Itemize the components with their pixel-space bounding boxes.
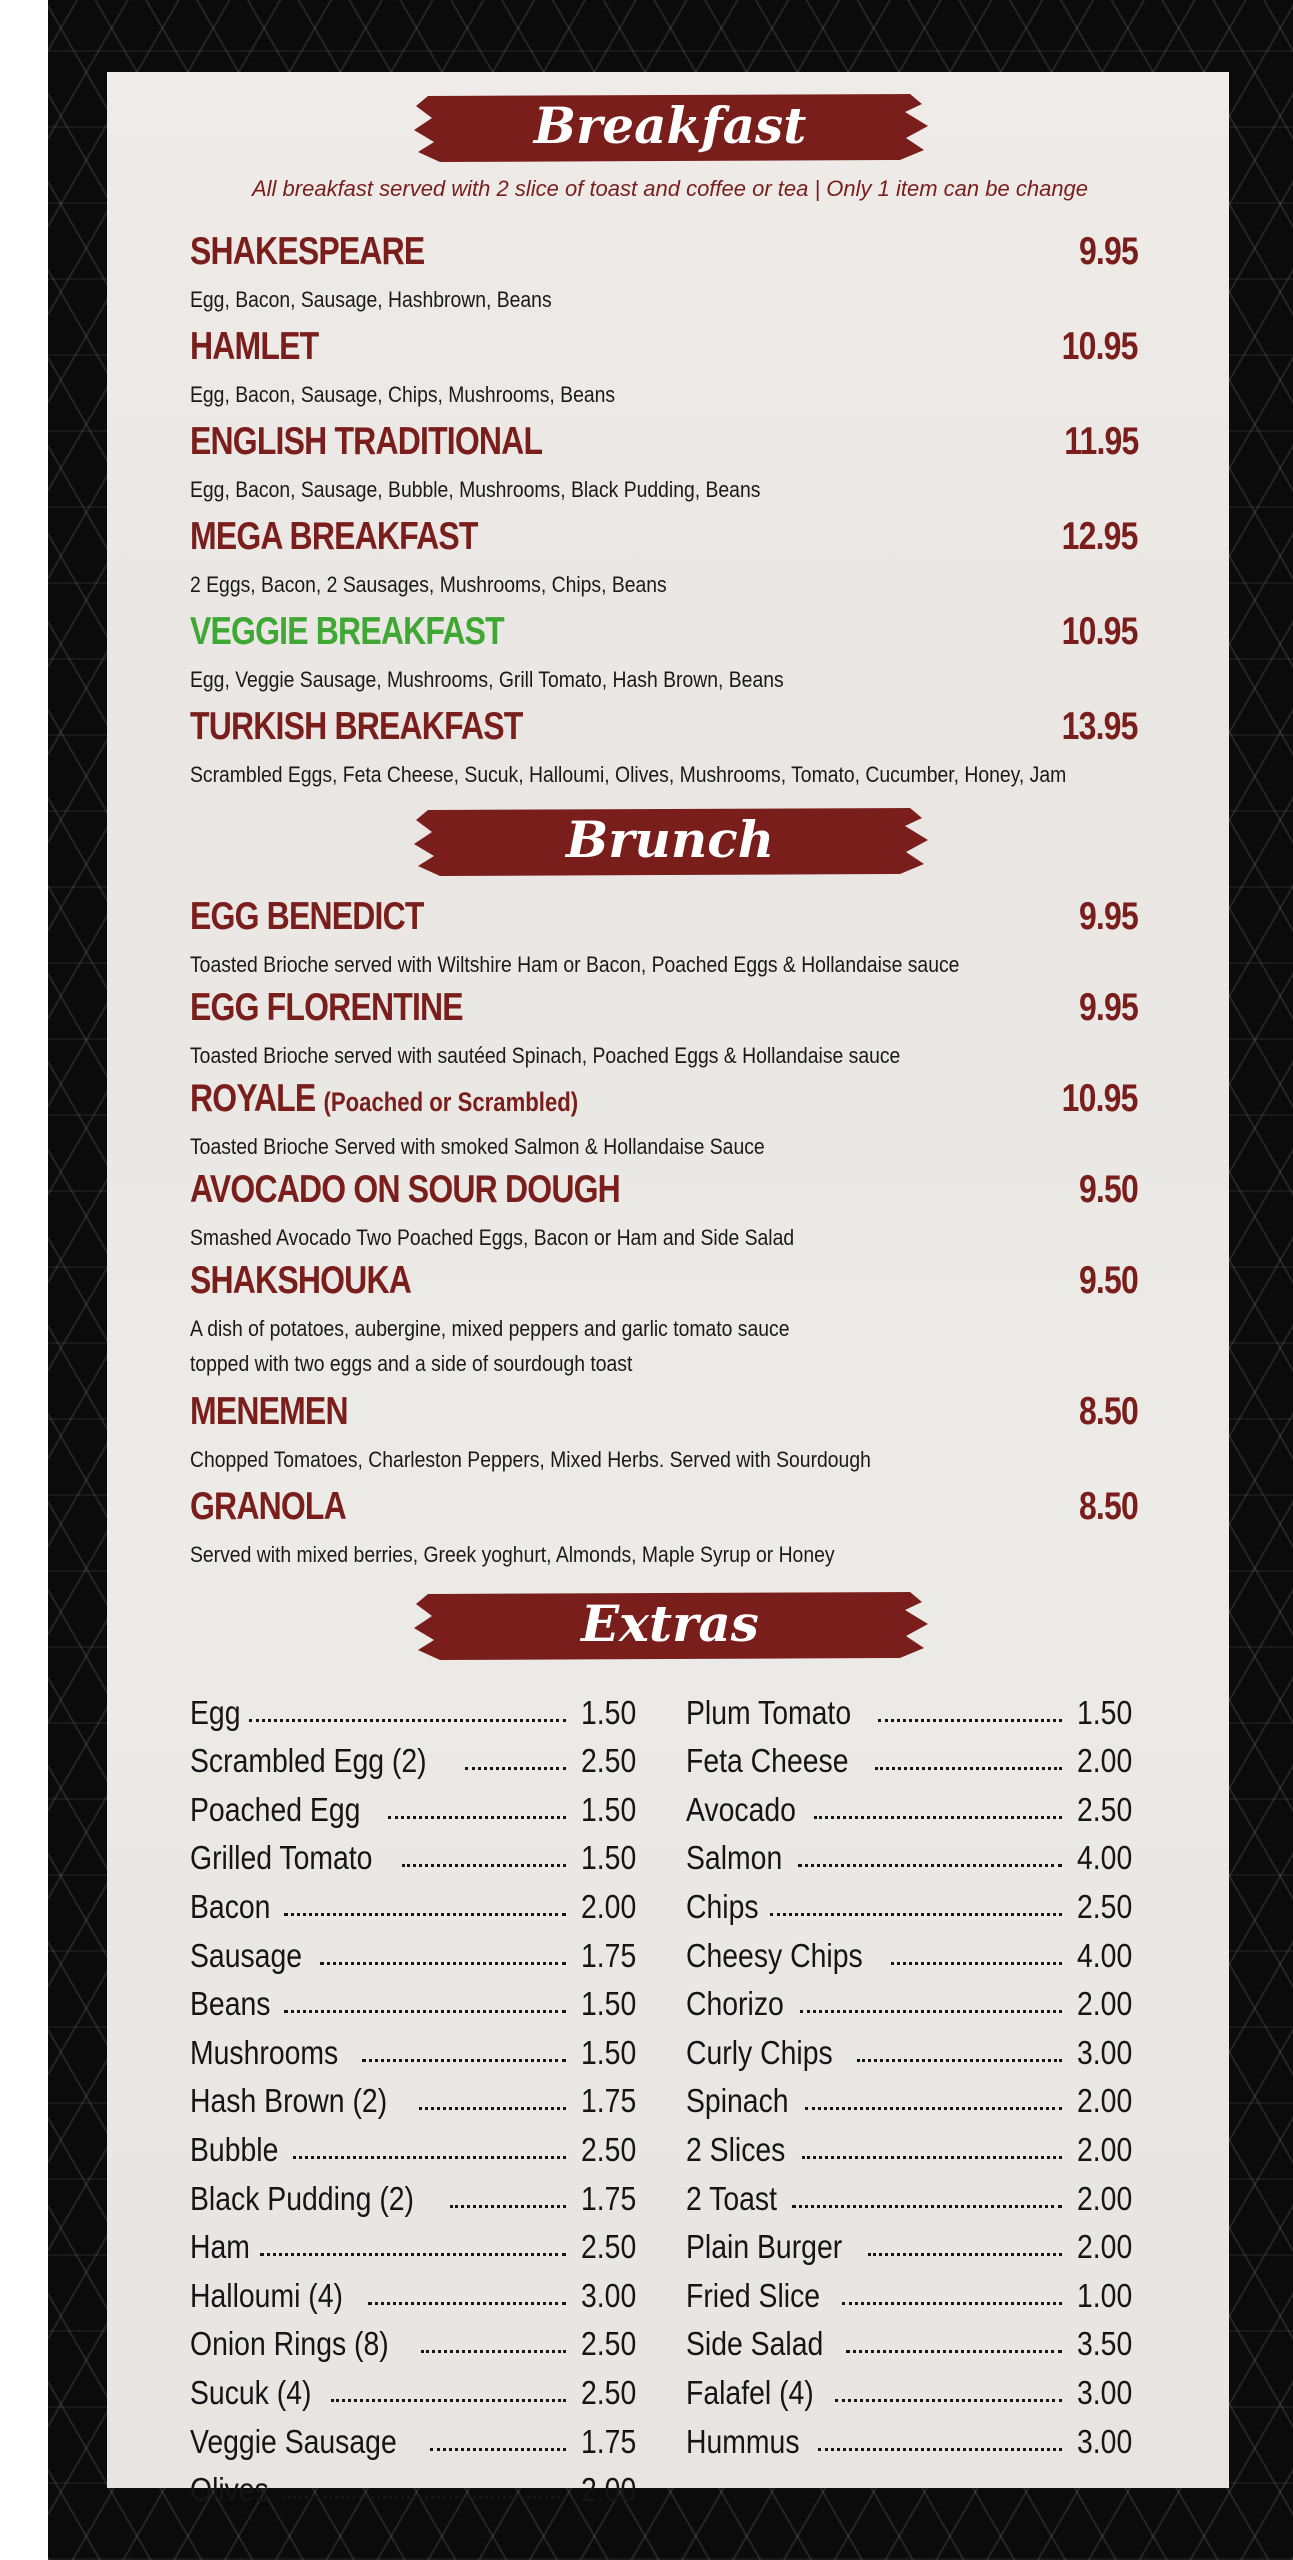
dot-leader: [293, 2156, 566, 2159]
dot-leader: [465, 1767, 566, 1770]
item-description: Toasted Brioche served with Wiltshire Ham or Bacon, Poached Eggs & Hollandaise sauce: [190, 952, 960, 977]
extra-item: [686, 1683, 1132, 1732]
extra-item-name: Sucuk (4): [190, 2373, 312, 2411]
extra-item-price: 2.50: [580, 2228, 636, 2266]
dot-leader: [792, 2205, 1062, 2208]
extra-item-price: 4.00: [1076, 1839, 1132, 1877]
extra-item: [190, 2315, 636, 2364]
dot-leader: [320, 1962, 565, 1965]
dot-leader: [798, 1864, 1062, 1867]
extra-item-name: Fried Slice: [686, 2276, 821, 2314]
item-description: Toasted Brioche Served with smoked Salmon & Hollandaise Sauce: [190, 1134, 765, 1159]
item-name: MENEMEN: [190, 1390, 348, 1433]
extra-item: [190, 2266, 636, 2315]
extra-item-name: Scrambled Egg (2): [190, 1742, 427, 1780]
item-name: HAMLET: [190, 325, 319, 368]
extra-item-name: Bacon: [190, 1887, 271, 1925]
extra-item-name: Hummus: [686, 2422, 800, 2460]
extra-item-price: 2.00: [1076, 2179, 1132, 2217]
extra-item-price: 3.00: [1076, 2373, 1132, 2411]
dot-leader: [284, 1913, 566, 1916]
breakfast-banner: [410, 86, 930, 166]
item-name: ENGLISH TRADITIONAL: [190, 420, 543, 463]
item-price: 9.95: [1079, 986, 1138, 1029]
extra-item-name: Cheesy Chips: [686, 1936, 863, 1974]
item-name: AVOCADO ON SOUR DOUGH: [190, 1168, 620, 1211]
extra-item: [686, 1926, 1132, 1975]
dot-leader: [814, 1816, 1062, 1819]
item-description: A dish of potatoes, aubergine, mixed peppers and garlic tomato sauce: [190, 1316, 790, 1341]
extra-item: [686, 2169, 1132, 2218]
extra-item: [190, 1975, 636, 2024]
extra-item: [190, 1829, 636, 1878]
extra-item-name: Mushrooms: [190, 2033, 339, 2071]
item-price: 10.95: [1062, 325, 1138, 368]
dot-leader: [875, 1767, 1062, 1770]
extra-item-name: Beans: [190, 1985, 271, 2023]
item-description: Toasted Brioche served with sautéed Spinach, Poached Eggs & Hollandaise sauce: [190, 1043, 901, 1068]
extra-item-name: Chips: [686, 1887, 759, 1925]
item-description-line2: topped with two eggs and a side of sourdough toast: [190, 1351, 633, 1376]
extra-item: [190, 1780, 636, 1829]
extra-item: [686, 1975, 1132, 2024]
item-price: 9.95: [1079, 895, 1138, 938]
item-price: 12.95: [1062, 515, 1138, 558]
extra-item-name: Salmon: [686, 1839, 783, 1877]
extra-item-name: Avocado: [686, 1790, 796, 1828]
extra-item: [686, 1780, 1132, 1829]
extra-item-name: Halloumi (4): [190, 2276, 343, 2314]
extra-item-price: 2.50: [580, 2373, 636, 2411]
extra-item-price: 3.50: [1076, 2325, 1132, 2363]
item-price: 13.95: [1062, 705, 1138, 748]
extra-item-price: 1.50: [580, 2033, 636, 2071]
item-price: 9.50: [1079, 1259, 1138, 1302]
dot-leader: [430, 2448, 565, 2451]
extra-item: [686, 2412, 1132, 2461]
item-name: SHAKESPEARE: [190, 230, 425, 273]
extra-item-name: Curly Chips: [686, 2033, 833, 2071]
extra-item-price: 3.00: [580, 2276, 636, 2314]
extra-item-name: Plum Tomato: [686, 1693, 852, 1731]
extra-item-name: 2 Slices: [686, 2130, 786, 2168]
extra-item: [190, 1926, 636, 1975]
dot-leader: [835, 2399, 1062, 2402]
extra-item-price: 2.00: [1076, 1985, 1132, 2023]
item-name: VEGGIE BREAKFAST: [190, 610, 504, 653]
extra-item: [686, 2315, 1132, 2364]
dot-leader: [842, 2302, 1062, 2305]
dot-leader: [846, 2350, 1062, 2353]
dot-leader: [249, 1719, 566, 1722]
item-description: Served with mixed berries, Greek yoghurt, Almonds, Maple Syrup or Honey: [190, 1542, 835, 1567]
brunch-title: Brunch: [565, 810, 775, 869]
extra-item: [190, 2169, 636, 2218]
item-description: Chopped Tomatoes, Charleston Peppers, Mixed Herbs. Served with Sourdough: [190, 1447, 871, 1472]
item-name-option: (Poached or Scrambled): [323, 1087, 579, 1117]
dot-leader: [421, 2350, 566, 2353]
extra-item-price: 1.75: [580, 2179, 636, 2217]
extra-item: [190, 1732, 636, 1781]
extra-item: [190, 1877, 636, 1926]
item-name: EGG BENEDICT: [190, 895, 424, 938]
dot-leader: [891, 1962, 1061, 1965]
item-description: Egg, Bacon, Sausage, Bubble, Mushrooms, Black Pudding, Beans: [190, 477, 761, 502]
extra-item-price: 2.50: [1076, 1790, 1132, 1828]
extra-item: [686, 2072, 1132, 2121]
dot-leader: [857, 2059, 1062, 2062]
dot-leader: [800, 2010, 1062, 2013]
item-description: Egg, Bacon, Sausage, Hashbrown, Beans: [190, 287, 552, 312]
item-name: MEGA BREAKFAST: [190, 515, 478, 558]
item-description: 2 Eggs, Bacon, 2 Sausages, Mushrooms, Chips, Beans: [190, 572, 667, 597]
item-price: 9.50: [1079, 1168, 1138, 1211]
item-price: 8.50: [1079, 1485, 1138, 1528]
extra-item-name: Egg: [190, 1693, 241, 1731]
extra-item-name: Grilled Tomato: [190, 1839, 373, 1877]
item-name: [190, 1077, 578, 1121]
extra-item-name: 2 Toast: [686, 2179, 777, 2217]
extra-item-name: Chorizo: [686, 1985, 784, 2023]
item-price: 8.50: [1079, 1390, 1138, 1433]
dot-leader: [802, 2156, 1062, 2159]
extra-item-price: 1.50: [580, 1790, 636, 1828]
item-name: SHAKSHOUKA: [190, 1259, 412, 1302]
dot-leader: [868, 2253, 1062, 2256]
item-price: 10.95: [1062, 1077, 1138, 1120]
extra-item-price: 1.00: [1076, 2276, 1132, 2314]
extra-item: [686, 1732, 1132, 1781]
extra-item: [686, 1829, 1132, 1878]
extra-item: [686, 2266, 1132, 2315]
extra-item-price: 4.00: [1076, 1936, 1132, 1974]
extra-item-name: Ham: [190, 2228, 250, 2266]
brunch-banner: [410, 800, 930, 880]
extra-item-name: Spinach: [686, 2082, 789, 2120]
item-name: EGG FLORENTINE: [190, 986, 463, 1029]
dot-leader: [331, 2399, 566, 2402]
extra-item-price: 2.50: [580, 2130, 636, 2168]
extras-left-column: [190, 1683, 636, 2509]
extra-item-price: 3.00: [1076, 2033, 1132, 2071]
dot-leader: [284, 2010, 566, 2013]
extra-item-price: 2.00: [1076, 2228, 1132, 2266]
dot-leader: [419, 2107, 566, 2110]
dot-leader: [388, 1816, 566, 1819]
dot-leader: [450, 2205, 565, 2208]
extra-item-name: Bubble: [190, 2130, 279, 2168]
extra-item-name: Falafel (4): [686, 2373, 814, 2411]
extra-item-name: Onion Rings (8): [190, 2325, 389, 2363]
extra-item: [686, 2363, 1132, 2412]
extra-item-name: Feta Cheese: [686, 1742, 849, 1780]
extra-item-price: 1.75: [580, 2082, 636, 2120]
dot-leader: [402, 1864, 566, 1867]
dot-leader: [805, 2107, 1062, 2110]
extra-item-price: 2.00: [1076, 2130, 1132, 2168]
extra-item-price: 2.00: [580, 2471, 636, 2509]
dot-leader: [818, 2448, 1062, 2451]
extra-item-name: Hash Brown (2): [190, 2082, 388, 2120]
breakfast-title: Breakfast: [533, 96, 807, 155]
extra-item: [190, 2218, 636, 2267]
item-description: Smashed Avocado Two Poached Eggs, Bacon or Ham and Side Salad: [190, 1225, 795, 1250]
dot-leader: [260, 2253, 566, 2256]
extra-item: [190, 2120, 636, 2169]
extra-item-price: 2.50: [580, 2325, 636, 2363]
extras-banner: [410, 1584, 930, 1664]
dot-leader: [368, 2302, 566, 2305]
item-price: 11.95: [1063, 420, 1138, 463]
extra-item-price: 1.75: [580, 2422, 636, 2460]
extras-right-column: [686, 1683, 1132, 2461]
extra-item: [190, 2412, 636, 2461]
item-name: TURKISH BREAKFAST: [190, 705, 523, 748]
item-description: Scrambled Eggs, Feta Cheese, Sucuk, Halloumi, Olives, Mushrooms, Tomato, Cucumber, Honey, Jam: [190, 762, 1067, 787]
extra-item: [190, 1683, 636, 1732]
extra-item: [686, 2120, 1132, 2169]
extra-item-name: Veggie Sausage: [190, 2422, 397, 2460]
extra-item: [686, 2023, 1132, 2072]
extra-item: [190, 2461, 636, 2510]
extra-item: [190, 2023, 636, 2072]
extra-item-price: 2.00: [580, 1887, 636, 1925]
extra-item-name: Black Pudding (2): [190, 2179, 415, 2217]
extra-item-name: Plain Burger: [686, 2228, 843, 2266]
extra-item: [686, 1877, 1132, 1926]
item-price: 10.95: [1062, 610, 1138, 653]
item-name-main: ROYALE: [190, 1077, 316, 1120]
extra-item-price: 1.50: [1076, 1693, 1132, 1731]
extra-item-price: 1.50: [580, 1985, 636, 2023]
extra-item-price: 2.00: [1076, 1742, 1132, 1780]
item-name: GRANOLA: [190, 1485, 346, 1528]
extra-item-name: Side Salad: [686, 2325, 824, 2363]
extra-item-price: 1.50: [580, 1693, 636, 1731]
extra-item: [190, 2363, 636, 2412]
extra-item-name: Sausage: [190, 1936, 303, 1974]
breakfast-note: All breakfast served with 2 slice of toast and coffee or tea | Only 1 item can be change: [251, 176, 1089, 201]
extra-item-price: 3.00: [1076, 2422, 1132, 2460]
extra-item-name: Poached Egg: [190, 1790, 361, 1828]
dot-leader: [770, 1913, 1061, 1916]
extra-item-name: Olives: [190, 2471, 269, 2509]
extra-item-price: 1.75: [580, 1936, 636, 1974]
dot-leader: [362, 2059, 565, 2062]
extra-item: [190, 2072, 636, 2121]
extra-item-price: 1.50: [580, 1839, 636, 1877]
item-description: Egg, Bacon, Sausage, Chips, Mushrooms, Beans: [190, 382, 616, 407]
dot-leader: [282, 2496, 566, 2499]
item-description: Egg, Veggie Sausage, Mushrooms, Grill Tomato, Hash Brown, Beans: [190, 667, 784, 692]
extra-item-price: 2.00: [1076, 2082, 1132, 2120]
item-price: 9.95: [1079, 230, 1138, 273]
extra-item-price: 2.50: [580, 1742, 636, 1780]
extra-item-price: 2.50: [1076, 1887, 1132, 1925]
extra-item: [686, 2218, 1132, 2267]
extras-title: Extras: [581, 1594, 759, 1653]
dot-leader: [878, 1719, 1062, 1722]
